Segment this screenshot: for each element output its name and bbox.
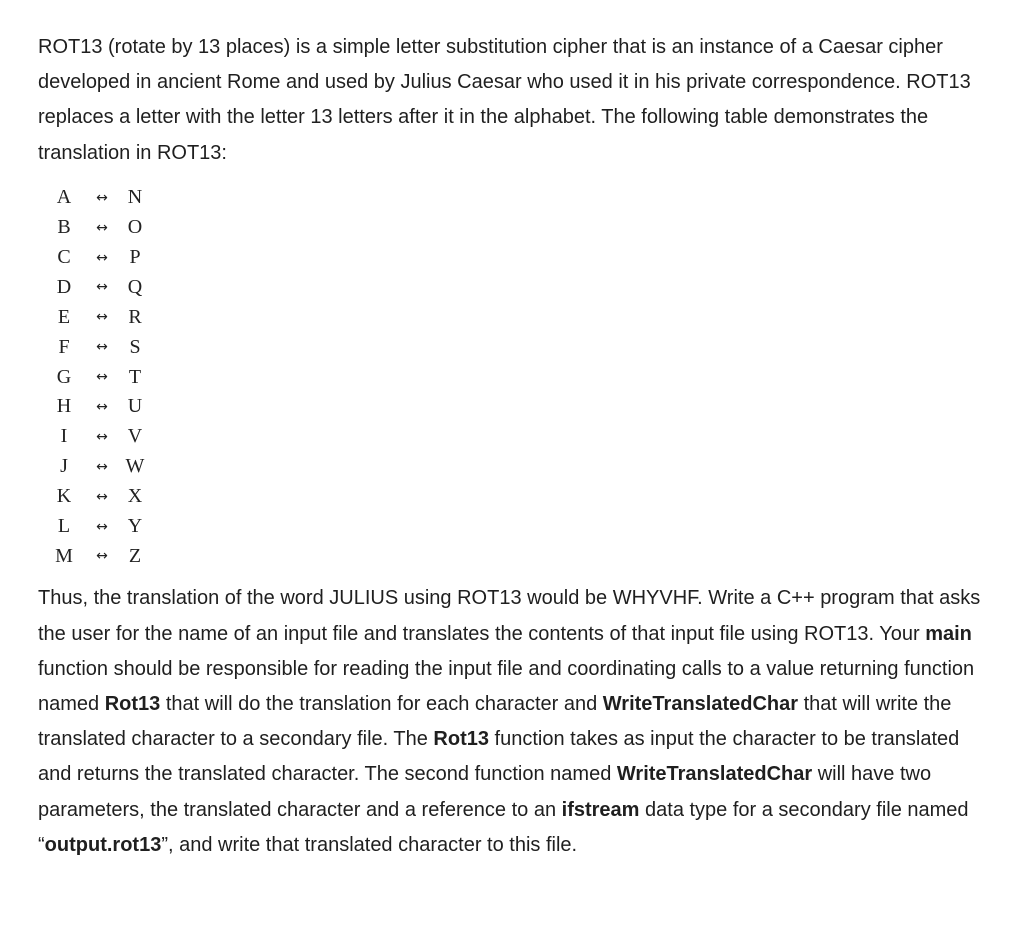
left-right-arrow-icon: ↔ — [96, 219, 108, 236]
table-row — [38, 183, 998, 213]
cipher-letter: S — [129, 335, 141, 358]
text-segment: function takes as input the character to be translated and returns the translated character. The second function named — [38, 728, 960, 786]
plain-letter: B — [57, 216, 71, 239]
plain-letter: I — [60, 425, 68, 448]
table-row — [38, 422, 998, 452]
plain-letter: L — [57, 515, 71, 538]
cipher-letter: P — [129, 246, 141, 269]
cipher-letter: R — [128, 305, 142, 328]
cipher-letter: Z — [128, 544, 142, 567]
table-row — [38, 302, 998, 332]
left-right-arrow-icon: ↔ — [96, 189, 108, 206]
left-right-arrow-icon: ↔ — [96, 369, 108, 386]
left-right-arrow-icon: ↔ — [96, 339, 108, 356]
left-right-arrow-icon: ↔ — [96, 309, 108, 326]
left-right-arrow-icon: ↔ — [96, 548, 108, 565]
bold-main: main — [925, 622, 972, 645]
text-segment: function should be responsible for reading the input file and coordinating calls to a value returning function named — [38, 657, 975, 715]
text-segment: that will write the translated character to a secondary file. The — [38, 693, 952, 751]
table-row — [38, 243, 998, 273]
text-segment: ”, and write that translated character to this file. — [161, 833, 578, 856]
cipher-letter: Y — [127, 515, 143, 538]
left-right-arrow-icon: ↔ — [96, 518, 108, 535]
left-right-arrow-icon: ↔ — [96, 249, 108, 266]
table-row — [38, 482, 998, 512]
table-row — [38, 213, 998, 243]
plain-letter: A — [56, 186, 72, 209]
cipher-letter: N — [127, 186, 143, 209]
plain-letter: G — [56, 365, 72, 388]
plain-letter: C — [57, 246, 71, 269]
cipher-letter: W — [125, 455, 145, 478]
cipher-letter: Q — [127, 275, 143, 298]
table-row — [38, 272, 998, 302]
plain-letter: F — [58, 335, 70, 358]
text-segment: data type for a secondary file named “ — [38, 798, 969, 856]
cipher-letter: V — [127, 425, 143, 448]
plain-letter: H — [56, 395, 72, 418]
table-row — [38, 452, 998, 482]
bold-write-translated-char: WriteTranslatedChar — [616, 763, 813, 786]
bold-rot13: Rot13 — [433, 728, 489, 751]
table-row — [38, 542, 998, 572]
body-paragraph — [38, 581, 998, 863]
bold-ifstream: ifstream — [561, 798, 640, 821]
cipher-letter: U — [127, 395, 143, 418]
bold-write-translated-char: WriteTranslatedChar — [602, 693, 799, 715]
cipher-letter: O — [127, 216, 143, 239]
table-row — [38, 392, 998, 422]
text-segment: Thus, the translation of the word JULIUS using ROT13 would be WHYVHF. Write a C++ program that asks the user for the name of an input file and translates the contents of that input file using ROT13. Your — [38, 587, 981, 645]
left-right-arrow-icon: ↔ — [96, 398, 108, 415]
plain-letter: D — [56, 275, 72, 298]
left-right-arrow-icon: ↔ — [96, 488, 108, 505]
table-row — [38, 362, 998, 392]
plain-letter: J — [60, 455, 68, 478]
left-right-arrow-icon: ↔ — [96, 279, 108, 296]
bold-output-filename: output.rot13 — [44, 833, 162, 856]
document — [38, 30, 998, 863]
plain-letter: K — [56, 485, 72, 508]
text-segment: will have two parameters, the translated character and a reference to an — [38, 763, 932, 821]
left-right-arrow-icon: ↔ — [96, 428, 108, 445]
plain-letter: E — [57, 305, 71, 328]
table-row — [38, 512, 998, 542]
cipher-letter: T — [128, 365, 142, 388]
plain-letter: M — [55, 544, 73, 567]
bold-rot13: Rot13 — [104, 693, 161, 715]
cipher-letter: X — [127, 485, 143, 508]
left-right-arrow-icon: ↔ — [96, 458, 108, 475]
intro-paragraph: ROT13 (rotate by 13 places) is a simple letter substitution cipher that is an instance of a Caesar cipher developed in ancient Rome and used by Julius Caesar who used it in his private correspondence. ROT13 replaces a letter with the letter 13 letters after it in the alphabet. The following table demonstrates the translation in ROT13: — [38, 36, 971, 164]
rot13-table — [38, 183, 998, 572]
table-row — [38, 332, 998, 362]
text-segment: that will do the translation for each character and — [160, 693, 603, 715]
